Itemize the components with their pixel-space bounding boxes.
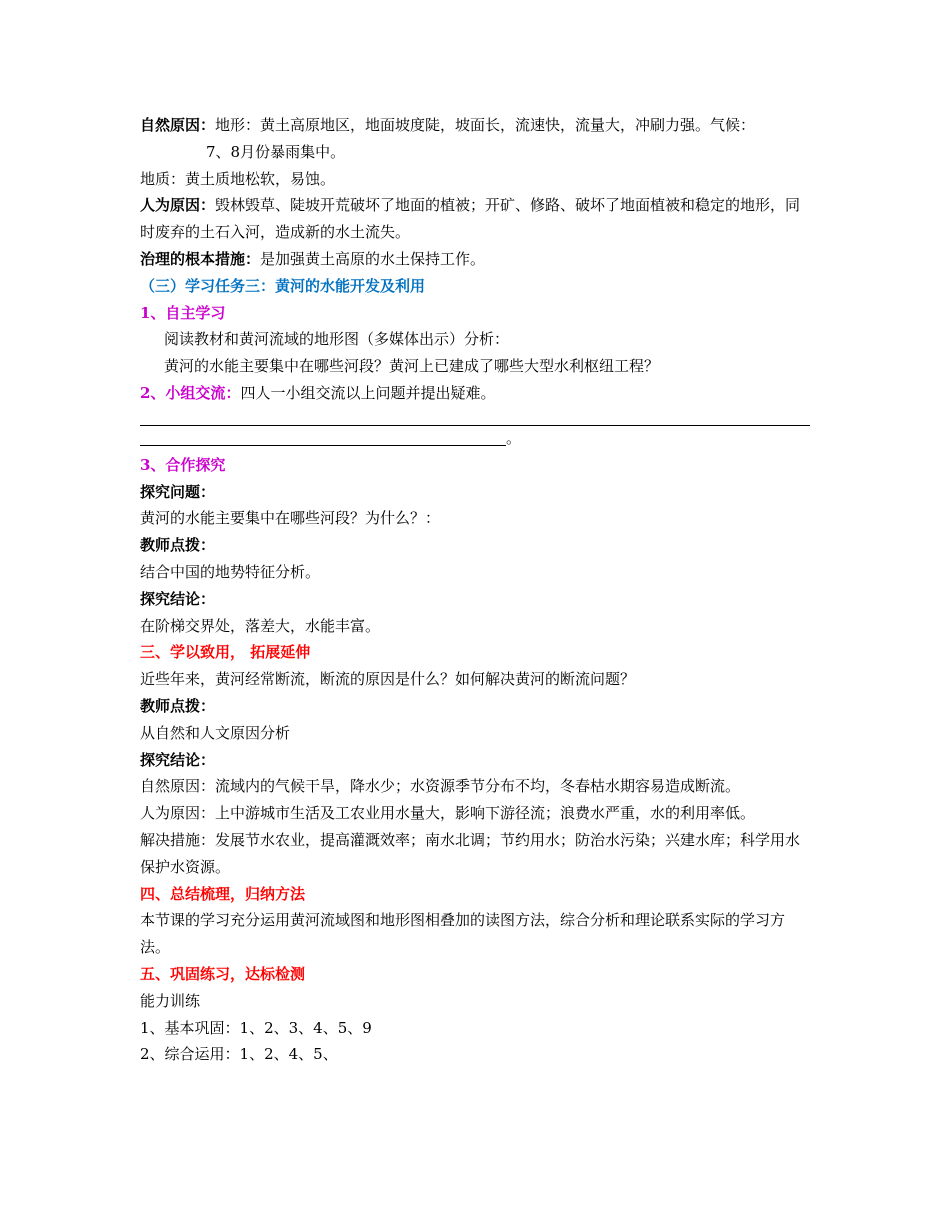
- group-discussion-line: [140, 380, 810, 407]
- natural-cause-text: 地形：黄土高原地区，地面坡度陡，坡面长，流速快，流量大，冲刷力强。气候：: [215, 116, 756, 134]
- human-cause-paragraph: [140, 192, 810, 246]
- inquiry-conclusion-label: 探究结论：: [140, 589, 216, 608]
- human-cause-label: 人为原因：: [140, 196, 216, 215]
- natural-cause-paragraph: [140, 112, 810, 139]
- answer-blank-period: 。: [506, 428, 522, 447]
- group-discussion-label: 2、小组交流：: [140, 383, 241, 402]
- teacher-hint-label: 教师点拨：: [140, 536, 216, 555]
- inquiry-question-text: 黄河的水能主要集中在哪些河段？为什么？：: [140, 509, 441, 528]
- section5-title: 五、巩固练习，达标检测: [140, 964, 306, 983]
- natural-cause-label: 自然原因：: [140, 116, 216, 134]
- document-body: [140, 112, 810, 1068]
- answer-blank-line-2: [140, 426, 810, 452]
- section3-solution: 解决措施：发展节水农业，提高灌溉效率；南水北调；节约用水；防治水污染；兴建水库；科学用水保护水资源。: [140, 830, 801, 876]
- section5-line-2: 1、基本巩固：1、2、3、4、5、9: [140, 1018, 372, 1037]
- answer-blank-line-1: [140, 407, 810, 426]
- group-discussion-text: 四人一小组交流以上问题并提出疑难。: [240, 383, 496, 402]
- measure-label: 治理的根本措施：: [140, 249, 261, 268]
- section5-line-1: 能力训练: [140, 991, 201, 1010]
- coop-inquiry-title: 3、合作探究: [140, 455, 226, 474]
- measure-text: 是加强黄土高原的水土保持工作。: [260, 249, 486, 268]
- section3-human-cause: 人为原因：上中游城市生活及工农业用水量大，影响下游径流；浪费水严重，水的利用率低。: [140, 804, 756, 823]
- section4-text: 本节课的学习充分运用黄河流域图和地形图相叠加的读图方法，综合分析和理论联系实际的学习方法。: [140, 911, 786, 957]
- section4-title: 四、总结梳理，归纳方法: [140, 884, 306, 903]
- inquiry-question-label: 探究问题：: [140, 482, 216, 501]
- task3-title: （三）学习任务三：黄河的水能开发及利用: [140, 276, 426, 295]
- geology-line: 地质：黄土质地松软，易蚀。: [140, 169, 336, 188]
- self-study-title: 1、自主学习: [140, 303, 226, 322]
- section3-conclusion-label: 探究结论：: [140, 750, 216, 769]
- section3-teacher-hint-label: 教师点拨：: [140, 696, 216, 715]
- teacher-hint-text: 结合中国的地势特征分析。: [140, 562, 321, 581]
- self-study-line-1: 阅读教材和黄河流域的地形图（多媒体出示）分析：: [164, 330, 510, 349]
- section3-title: 三、学以致用， 拓展延伸: [140, 643, 311, 662]
- answer-blank-underline: [140, 444, 506, 446]
- inquiry-conclusion-text: 在阶梯交界处，落差大，水能丰富。: [140, 616, 381, 635]
- section5-line-3: 2、综合运用：1、2、4、5、: [140, 1045, 338, 1064]
- self-study-line-2: 黄河的水能主要集中在哪些河段？黄河上已建成了哪些大型水利枢纽工程？: [164, 357, 660, 376]
- section3-question: 近些年来，黄河经常断流，断流的原因是什么？如何解决黄河的断流问题？: [140, 670, 636, 689]
- section3-teacher-hint-text: 从自然和人文原因分析: [140, 723, 291, 742]
- human-cause-text: 毁林毁草、陡坡开荒破坏了地面的植被；开矿、修路、破坏了地面植被和稳定的地形，同时废弃的土石入河，造成新的水土流失。: [140, 196, 801, 242]
- natural-cause-continued: 7、8月份暴雨集中。: [206, 142, 346, 161]
- section3-natural-cause: 自然原因：流域内的气候干旱，降水少；水资源季节分布不均，冬春枯水期容易造成断流。: [140, 777, 741, 796]
- measure-paragraph: [140, 246, 810, 273]
